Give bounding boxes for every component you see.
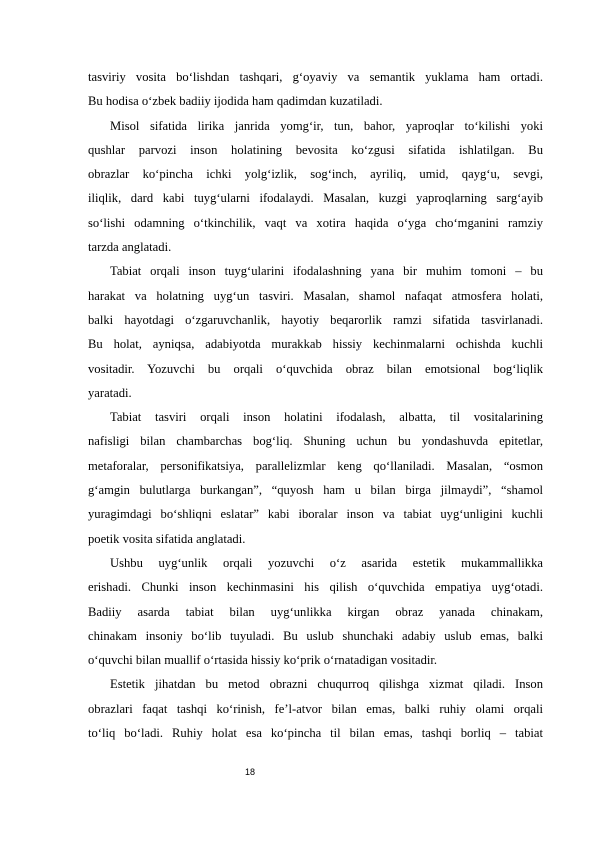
text-line: chinakam insoniy bo‘lib tuyuladi. Bu uslub shunchaki adabiy uslub emas, balki xyxy=(88,628,543,643)
text-line: metaforalar, personifikatsiya, parallelizmlar keng qo‘llaniladi. Masalan, “osmon xyxy=(88,458,543,473)
text-line: balki hayotdagi o‘zgaruvchanlik, hayotiy beqarorlik ramzi sifatida tasvirlanadi. xyxy=(88,312,543,327)
paragraph xyxy=(88,259,543,405)
paragraph xyxy=(88,405,543,551)
text-line: yuragimdagi bo‘shliqni eslatar” kabi iboralar inson va tabiat uyg‘unligini kuchli xyxy=(88,507,543,522)
text-line: Bu holat, ayniqsa, adabiyotda murakkab hissiy kechinmalarni ochishda kuchli xyxy=(88,337,543,352)
text-line: Bu hodisa o‘zbek badiiy ijodida ham qadimdan kuzatiladi. xyxy=(88,94,383,109)
text-line: Badiiy asarda tabiat bilan uyg‘unlikka kirgan obraz yanada chinakam, xyxy=(88,604,543,619)
document-page xyxy=(88,65,543,745)
text-line: vositadir. Yozuvchi bu orqali o‘quvchida obraz bilan emotsional bog‘liqlik xyxy=(88,361,543,376)
text-line: tasviriy vosita bo‘lishdan tashqari, g‘oyaviy va semantik yuklama ham ortadi. xyxy=(88,70,543,84)
text-line: harakat va holatning uyg‘un tasviri. Masalan, shamol nafaqat atmosfera holati, xyxy=(88,288,543,303)
text-line: obrazlari faqat tashqi ko‘rinish, fe’l-atvor bilan emas, balki ruhiy olami orqali xyxy=(88,701,543,716)
text-line: Estetik jihatdan bu metod obrazni chuqurroq qilishga xizmat qiladi. Inson xyxy=(110,677,543,692)
paragraph xyxy=(88,551,543,672)
text-line: qushlar parvozi inson holatining bevosita ko‘zgusi sifatida ishlatilgan. Bu xyxy=(88,142,543,157)
text-line: iliqlik, dard kabi tuyg‘ularni ifodalaydi. Masalan, kuzgi yaproqlarning sarg‘ayib xyxy=(88,191,543,206)
text-line: erishadi. Chunki inson kechinmasini his qilish o‘quvchida empatiya uyg‘otadi. xyxy=(88,580,543,595)
text-line: tarzda anglatadi. xyxy=(88,240,172,255)
text-line: obrazlar ko‘pincha ichki yolg‘izlik, sog‘inch, ayriliq, umid, qayg‘u, sevgi, xyxy=(88,167,543,182)
text-line: so‘lishi odamning o‘tkinchilik, vaqt va xotira haqida o‘yga cho‘mganini ramziy xyxy=(88,215,543,230)
text-line: g‘amgin bulutlarga burkangan”, “quyosh ham u bilan birga jilmaydi”, “shamol xyxy=(88,483,543,498)
text-line: Misol sifatida lirika janrida yomg‘ir, tun, bahor, yaproqlar to‘kilishi yoki xyxy=(110,118,543,133)
page-number: 18 xyxy=(245,767,256,777)
text-line: Tabiat tasviri orqali inson holatini ifodalash, albatta, til vositalarining xyxy=(110,410,543,425)
text-line: poetik vosita sifatida anglatadi. xyxy=(88,531,246,546)
text-line: Ushbu uyg‘unlik orqali yozuvchi o‘z asarida estetik mukammallikka xyxy=(110,555,543,570)
text-line: Tabiat orqali inson tuyg‘ularini ifodalashning yana bir muhim tomoni – bu xyxy=(110,264,543,279)
text-line: o‘quvchi bilan muallif o‘rtasida hissiy ko‘prik o‘rnatadigan vositadir. xyxy=(88,653,438,668)
paragraph xyxy=(88,114,543,260)
paragraph xyxy=(88,672,543,745)
text-line: yaratadi. xyxy=(88,385,132,400)
paragraph xyxy=(88,65,543,114)
text-line: to‘liq bo‘ladi. Ruhiy holat esa ko‘pincha til bilan emas, tashqi borliq – tabiat xyxy=(88,726,543,741)
text-line: nafisligi bilan chambarchas bog‘liq. Shuning uchun bu yondashuvda epitetlar, xyxy=(88,434,543,449)
